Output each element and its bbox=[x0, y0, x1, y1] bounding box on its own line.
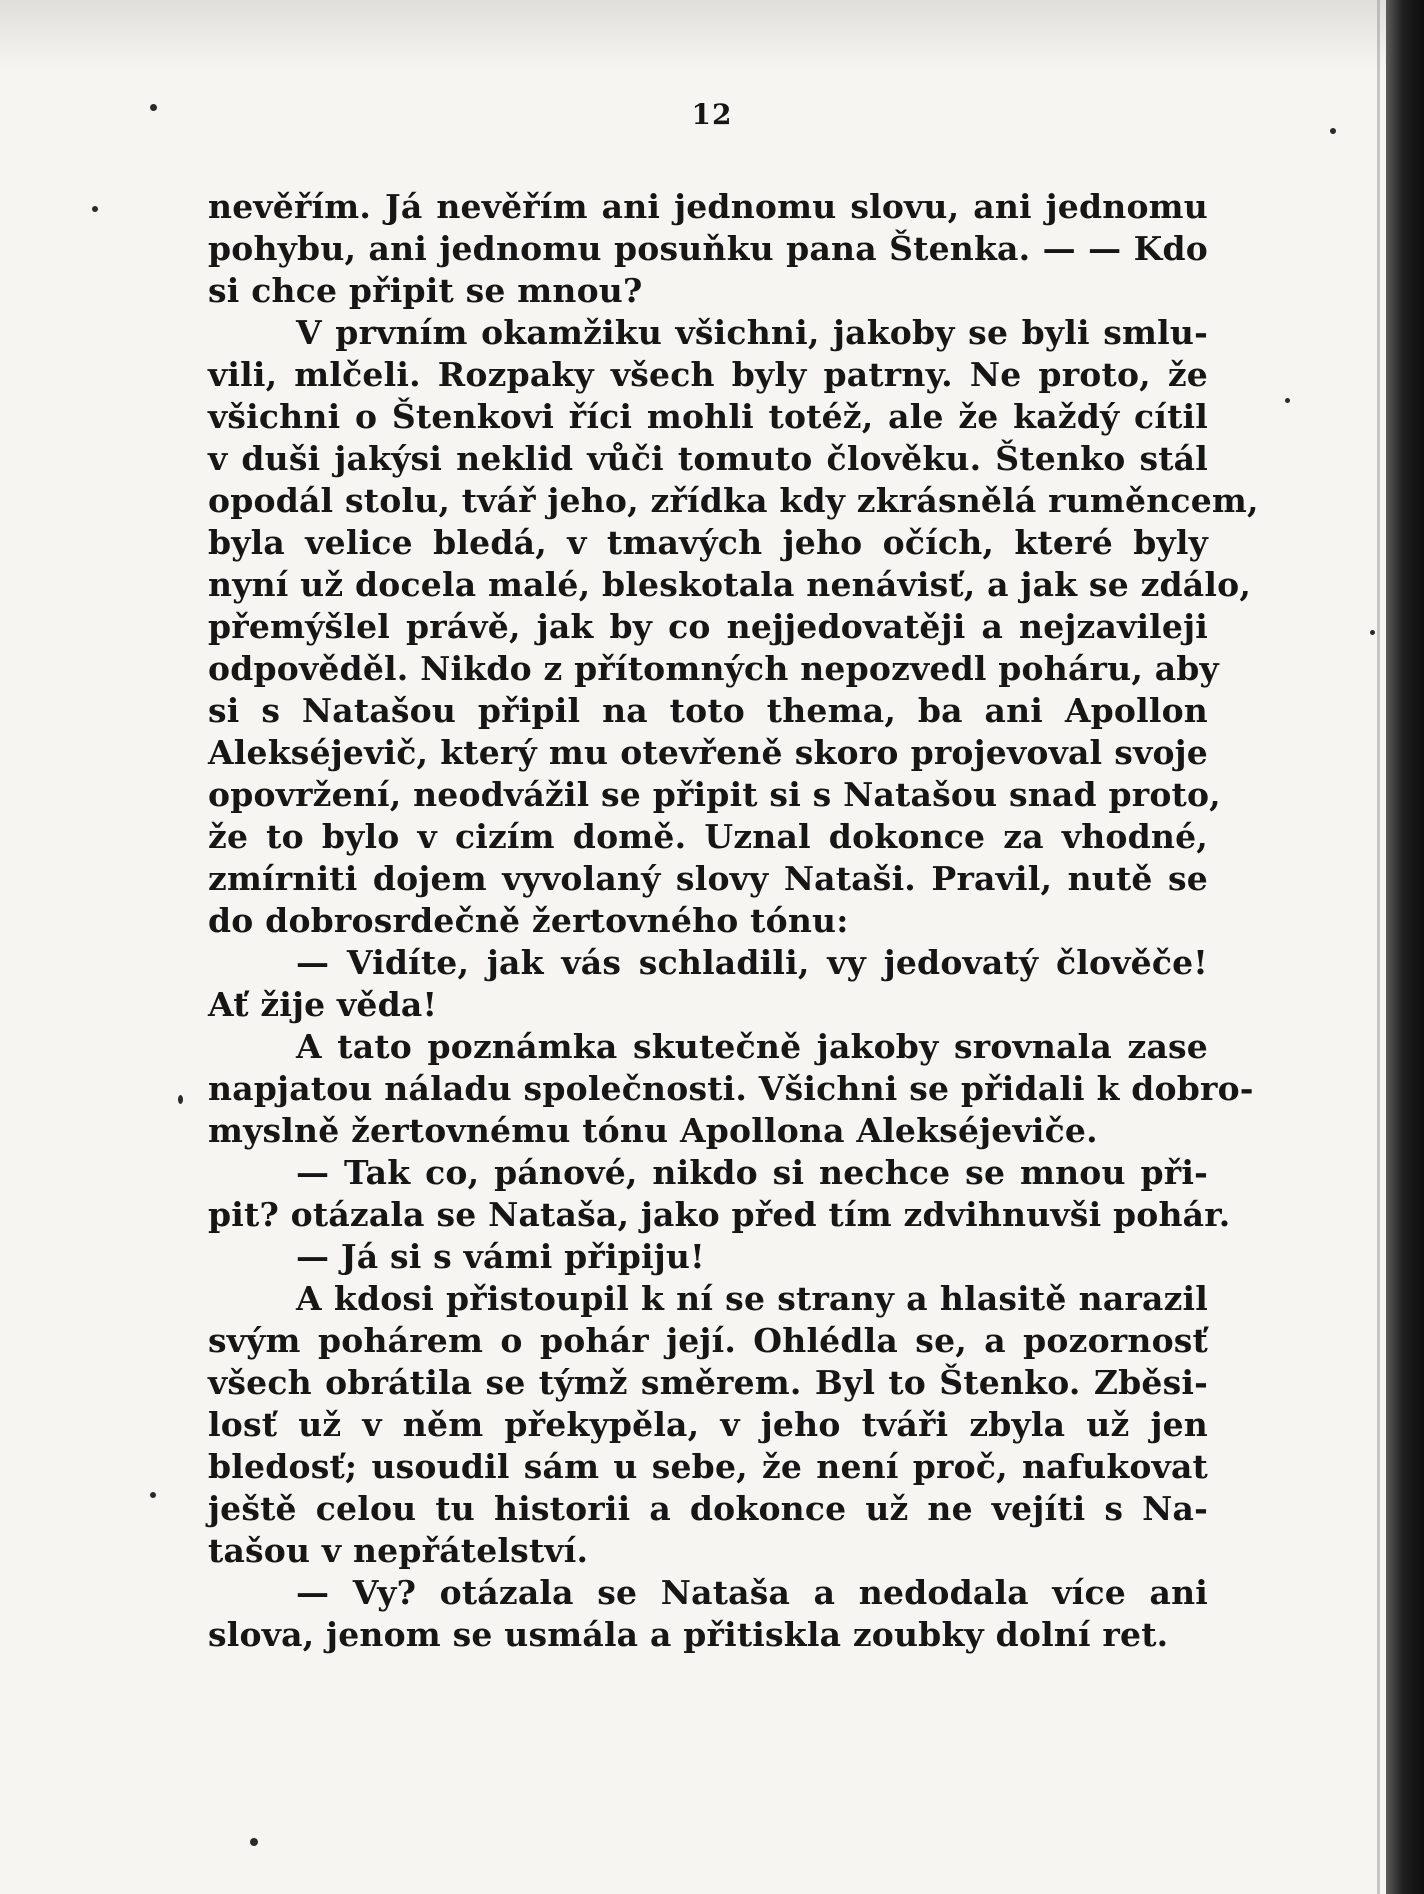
text-line: — Tak co, pánové, nikdo si nechce se mnou při- bbox=[296, 1153, 1208, 1192]
scan-speck bbox=[92, 206, 98, 212]
text-line: bledosť; usoudil sám u sebe, že není proč, nafukovat bbox=[208, 1447, 1208, 1486]
text-line: v duši jakýsi neklid vůči tomuto člověku. Štenko stál bbox=[208, 439, 1208, 478]
scan-speck bbox=[178, 1095, 183, 1104]
text-line: vili, mlčeli. Rozpaky všech byly patrny. Ne proto, že bbox=[208, 355, 1208, 394]
text-line: opodál stolu, tvář jeho, zřídka kdy zkrásnělá ruměncem, bbox=[208, 481, 1259, 520]
text-line: myslně žertovnému tónu Apollona Alekséjeviče. bbox=[208, 1111, 1098, 1150]
text-line: tašou v nepřátelství. bbox=[208, 1531, 589, 1570]
text-line: že to bylo v cizím domě. Uznal dokonce za vhodné, bbox=[208, 817, 1208, 856]
text-line: do dobrosrdečně žertovného tónu: bbox=[208, 901, 849, 940]
text-line: si chce připit se mnou? bbox=[208, 271, 643, 310]
text-line: — Já si s vámi připiju! bbox=[296, 1237, 705, 1276]
text-line: slova, jenom se usmála a přitiskla zoubky dolní ret. bbox=[208, 1615, 1169, 1654]
text-line: A kdosi přistoupil k ní se strany a hlasitě narazil bbox=[296, 1279, 1208, 1318]
text-line: losť už v něm překypěla, v jeho tváři zbyla už jen bbox=[208, 1405, 1208, 1444]
text-line: napjatou náladu společnosti. Všichni se přidali k dobro- bbox=[208, 1069, 1254, 1108]
scan-speck bbox=[1370, 630, 1375, 635]
text-line: ještě celou tu historii a dokonce už ne vejíti s Na- bbox=[208, 1489, 1208, 1528]
text-line: nyní už docela malé, bleskotala nenávisť, a jak se zdálo, bbox=[208, 565, 1252, 604]
body-text bbox=[208, 186, 1259, 1656]
book-gutter bbox=[1386, 0, 1424, 1894]
text-line: svým pohárem o pohár její. Ohlédla se, a pozornosť bbox=[208, 1321, 1208, 1360]
text-line: pit? otázala se Nataša, jako před tím zdvihnuvši pohár. bbox=[208, 1195, 1231, 1234]
text-line: nevěřím. Já nevěřím ani jednomu slovu, ani jednomu bbox=[208, 187, 1208, 226]
text-line: odpověděl. Nikdo z přítomných nepozvedl poháru, aby bbox=[208, 649, 1219, 688]
text-line: — Vy? otázala se Nataša a nedodala více ani bbox=[296, 1573, 1208, 1612]
text-line: Alekséjevič, který mu otevřeně skoro projevoval svoje bbox=[208, 733, 1208, 772]
scan-speck bbox=[250, 1838, 258, 1846]
text-line: všichni o Štenkovi říci mohli totéž, ale že každý cítil bbox=[208, 397, 1208, 436]
scan-shading bbox=[0, 0, 1424, 70]
gutter-edge-line bbox=[1377, 0, 1380, 1894]
text-line: A tato poznámka skutečně jakoby srovnala zase bbox=[296, 1027, 1208, 1066]
text-line: V prvním okamžiku všichni, jakoby se byli smlu- bbox=[296, 313, 1208, 352]
text-line: — Vidíte, jak vás schladili, vy jedovatý člověče! bbox=[296, 943, 1208, 982]
text-line: všech obrátila se týmž směrem. Byl to Štenko. Zběsi- bbox=[208, 1363, 1208, 1402]
text-line: Ať žije věda! bbox=[208, 985, 438, 1024]
text-line: byla velice bledá, v tmavých jeho očích, které byly bbox=[208, 523, 1208, 562]
text-line: opovržení, neodvážil se připit si s Natašou snad proto, bbox=[208, 775, 1221, 814]
text-line: přemýšlel právě, jak by co nejjedovatěji a nejzavileji bbox=[208, 607, 1208, 646]
page-number: 12 bbox=[691, 98, 733, 131]
text-line: si s Natašou připil na toto thema, ba ani Apollon bbox=[208, 691, 1208, 730]
scan-speck bbox=[1285, 398, 1290, 403]
text-line: pohybu, ani jednomu posuňku pana Štenka. — — Kdo bbox=[208, 229, 1208, 268]
text-line: zmírniti dojem vyvolaný slovy Nataši. Pravil, nutě se bbox=[208, 859, 1208, 898]
scan-speck bbox=[150, 1492, 156, 1498]
